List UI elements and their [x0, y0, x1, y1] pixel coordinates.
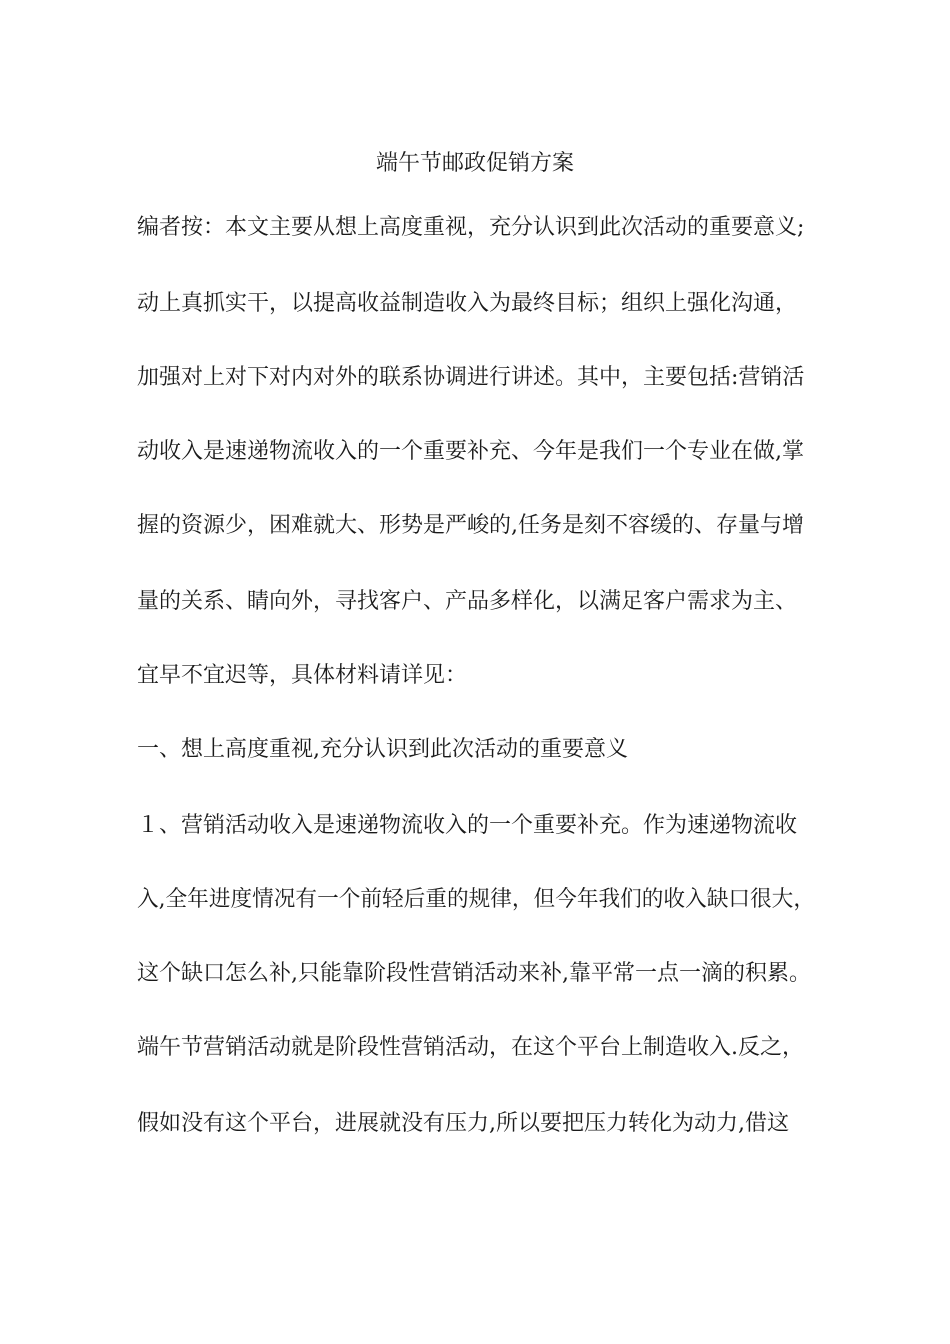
section-heading: 一、想上高度重视,充分认识到此次活动的重要意义 [137, 737, 628, 762]
body-line: 入,全年进度情况有一个前轻后重的规律，但今年我们的收入缺口很大， [137, 887, 815, 912]
body-line: 端午节营销活动就是阶段性营销活动，在这个平台上制造收入.反之， [137, 1035, 804, 1060]
body-line: 宜早不宜迟等，具体材料请详见： [137, 663, 468, 688]
body-line: 动收入是速递物流收入的一个重要补充、今年是我们一个专业在做,掌 [137, 439, 804, 464]
body-line: 假如没有这个平台，进展就没有压力,所以要把压力转化为动力,借这 [137, 1111, 789, 1136]
document-title: 端午节邮政促销方案 [375, 151, 574, 176]
body-line: 握的资源少，困难就大、形势是严峻的,任务是刻不容缓的、存量与增 [137, 513, 804, 538]
body-line: 量的关系、睛向外，寻找客户、产品多样化，以满足客户需求为主、 [137, 589, 798, 614]
body-line: 加强对上对下对内对外的联系协调进行讲述。其中，主要包括:营销活 [137, 365, 805, 390]
body-line: 这个缺口怎么补,只能靠阶段性营销活动来补,靠平常一点一滴的积累。 [137, 961, 811, 986]
body-line: 动上真抓实干，以提高收益制造收入为最终目标；组织上强化沟通， [137, 291, 798, 316]
body-line: １、营销活动收入是速递物流收入的一个重要补充。作为速递物流收 [137, 813, 798, 838]
body-line: 编者按：本文主要从想上高度重视，充分认识到此次活动的重要意义; [137, 215, 805, 240]
